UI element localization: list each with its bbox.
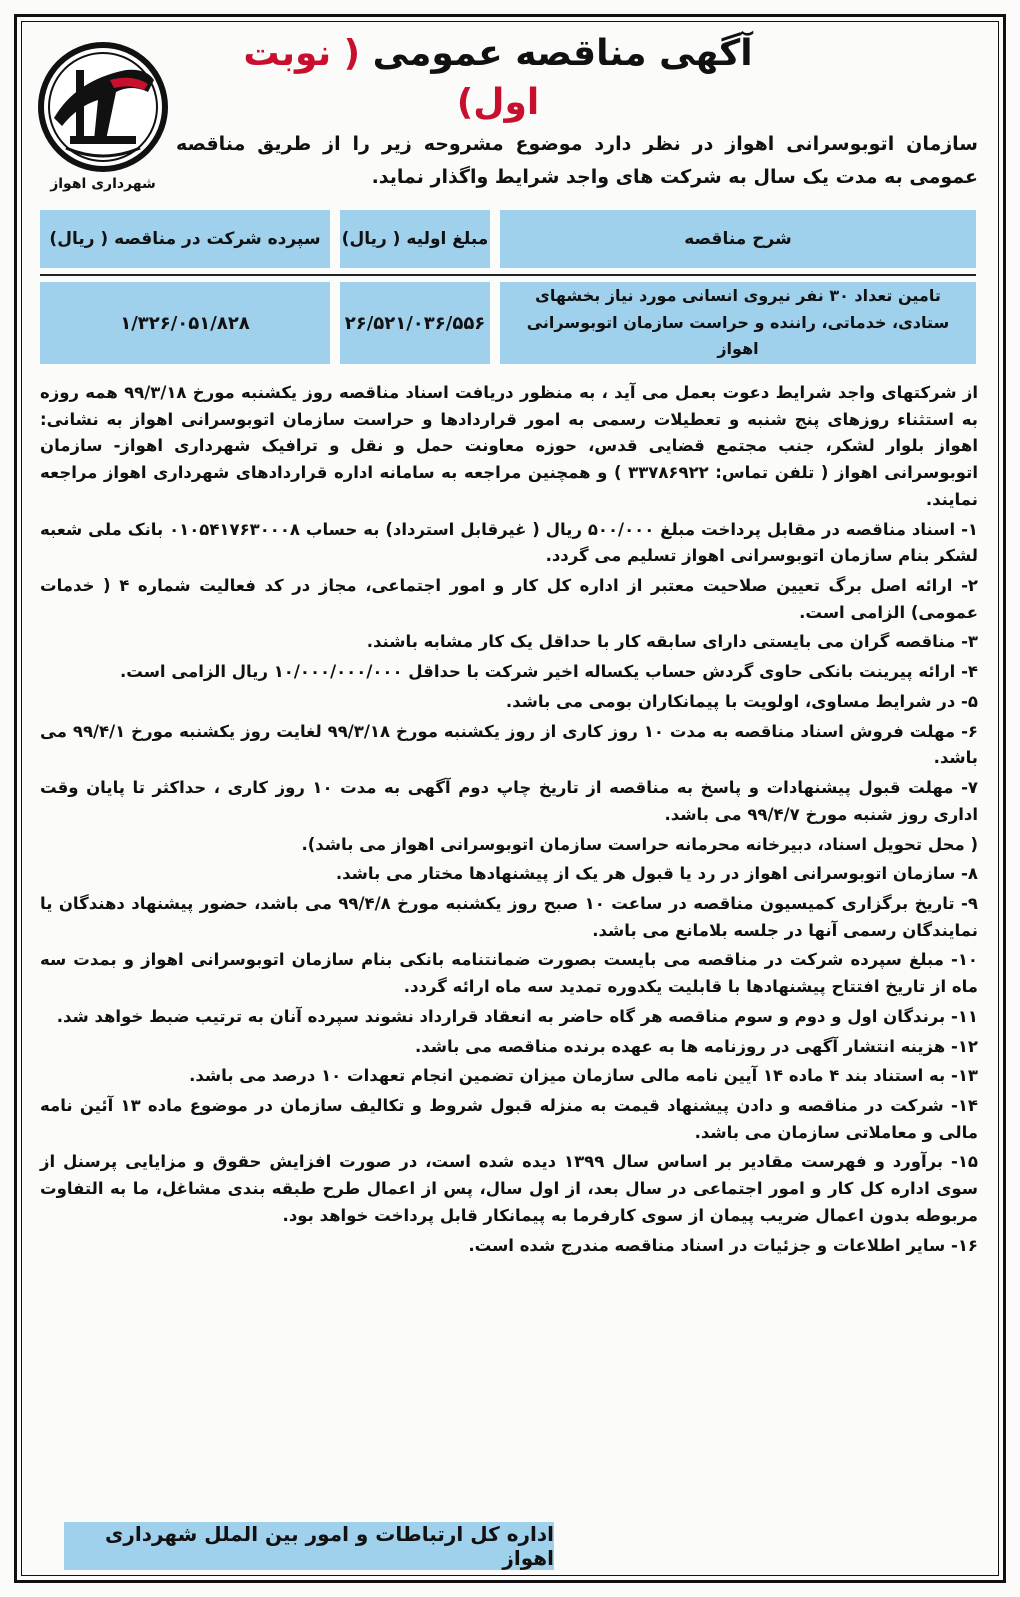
term-item: ۱۰- مبلغ سپرده شرکت در مناقصه می بایست بصورت ضمانتنامه بانکی بنام سازمان اتوبوسرانی اهواز و بمدت سه ماه از تاریخ افتتاح پیشنهادها با قابلیت یکدوره تمدید سه ماه ارائه گردد.: [40, 950, 978, 997]
term-item: ۸- سازمان اتوبوسرانی اهواز در رد یا قبول هر یک از پیشنهادها مختار می باشد.: [335, 864, 978, 884]
term-item: ۱۶- سایر اطلاعات و جزئیات در اسناد مناقصه مندرج شده است.: [468, 1235, 978, 1255]
cell-description: تامین تعداد ۳۰ نفر نیروی انسانی مورد نیاز بخشهای ستادی، خدماتی، راننده و حراست سازمان اتوبوسرانی اهواز: [500, 282, 976, 364]
invitation-paragraph: از شرکتهای واجد شرایط دعوت بعمل می آید ، به منظور دریافت اسناد مناقصه روز یکشنبه مورخ ۹۹/۳/۱۸ همه روزه به استثناء روزهای پنج شنبه و تعطیلات رسمی به امور قراردادها و حراست سازمان اتوبوسرانی اهواز به نشانی: اهواز بلوار لشکر، جنب مجتمع قضایی قدس، حوزه معاونت حمل و نقل و ترافیک شهرداری اهواز- سازمان اتوبوسرانی اهواز ( تلفن تماس: ۳۳۷۸۶۹۲۲ ) و همچنین مراجعه به سامانه اداره قراردادهای شهرداری اهواز مراجعه نمایند.: [40, 383, 978, 509]
term-item: ۱۳- به استناد بند ۴ ماده ۱۴ آیین نامه مالی سازمان میزان تضمین انجام تعهدات ۱۰ درصد می باشد.: [189, 1066, 978, 1086]
term-item: ۱- اسناد مناقصه در مقابل پرداخت مبلغ ۵۰۰/۰۰۰ ریال ( غیرقابل استرداد) به حساب ۰۱۰۵۴۱۷۶۳۰۰۰۸ بانک ملی شعبه لشکر بنام سازمان اتوبوسرانی اهواز تسلیم می گردد.: [40, 519, 978, 566]
ahvaz-municipality-emblem-icon: [36, 40, 170, 174]
term-item: ۳- مناقصه گران می بایستی دارای سابقه کار با حداقل یک کار مشابه باشند.: [366, 632, 978, 652]
term-item: ۷- مهلت قبول پیشنهادات و پاسخ به مناقصه از تاریخ چاپ دوم آگهی به مدت ۱۰ روز کاری ، حداکثر تا پایان وقت اداری روز شنبه مورخ ۹۹/۴/۷ می باشد.: [40, 778, 978, 824]
term-item: ۴- ارائه پیرینت بانکی حاوی گردش حساب یکساله اخیر شرکت با حداقل ۱۰/۰۰۰/۰۰۰/۰۰۰ ریال الزامی است.: [119, 662, 978, 682]
footer-publisher: اداره کل ارتباطات و امور بین الملل شهرداری اهواز: [64, 1522, 554, 1570]
term-item: ۲- ارائه اصل برگ تعیین صلاحیت معتبر از اداره کل کار و امور اجتماعی، مجاز در کد فعالیت شماره ۴ ( خدمات عمومی) الزامی است.: [40, 576, 978, 622]
terms-section: [40, 380, 978, 1262]
municipality-logo: [36, 40, 170, 200]
ad-title: [200, 30, 796, 127]
term-item: ۶- مهلت فروش اسناد مناقصه به مدت ۱۰ روز کاری از روز یکشنبه مورخ ۹۹/۳/۱۸ لغایت روز یکشنبه مورخ ۹۹/۴/۱ می باشد.: [40, 721, 978, 768]
table-divider: [40, 274, 976, 276]
logo-caption: شهرداری اهواز: [50, 176, 156, 192]
term-item: ۱۴- شرکت در مناقصه و دادن پیشنهاد قیمت به منزله قبول شروط و تکالیف سازمان در موضوع ماده ۱۳ آئین نامه مالی و معاملاتی سازمان می باشد.: [40, 1095, 979, 1142]
intro-paragraph: سازمان اتوبوسرانی اهواز در نظر دارد موضوع مشروحه زیر را از طریق مناقصه عمومی به مدت یک سال به شرکت های واجد شرایط واگذار نماید.: [176, 133, 978, 189]
header-deposit: سپرده شرکت در مناقصه ( ریال): [40, 210, 330, 268]
term-item: ۵- در شرایط مساوی، اولویت با پیمانکاران بومی می باشد.: [505, 691, 978, 711]
title-round: ( نوبت اول): [243, 33, 540, 123]
title-main: آگهی مناقصه عمومی: [372, 33, 753, 74]
header-initial-amount: مبلغ اولیه ( ریال): [340, 210, 490, 268]
cell-deposit: ۱/۳۲۶/۰۵۱/۸۲۸: [40, 282, 330, 364]
term-item: ۱۲- هزینه انتشار آگهی در روزنامه ها به عهده برنده مناقصه می باشد.: [414, 1036, 978, 1056]
cell-initial-amount: ۲۶/۵۲۱/۰۳۶/۵۵۶: [340, 282, 490, 364]
term-item: ۹- تاریخ برگزاری کمیسیون مناقصه در ساعت ۱۰ صبح روز یکشنبه مورخ ۹۹/۴/۸ می باشد، حضور پیشنهاد دهندگان یا نمایندگان رسمی آنها در جلسه بلامانع می باشد.: [40, 893, 978, 940]
term-item: ۱۱- برندگان اول و دوم و سوم مناقصه هر گاه حاضر به انعقاد قرارداد نشوند سپرده آنان به ترتیب ضبط خواهد شد.: [56, 1006, 978, 1026]
header-description: شرح مناقصه: [500, 210, 976, 268]
term-item: ۱۵- برآورد و فهرست مقادیر بر اساس سال ۱۳۹۹ دیده شده است، در صورت افزایش حقوق و مزایایی پرسنل از سوی اداره کل کار و امور اجتماعی در سال بعد، از اول سال، پس از اعمال طرح طبقه بندی مشاغل، ما به التفاوت مربوطه بدون اعمال ضریب پیمان از سوی کارفرما به پیمانکار قابل پرداخت خواهد بود.: [40, 1152, 979, 1225]
tender-table: [40, 210, 976, 364]
term-note: ( محل تحویل اسناد، دبیرخانه محرمانه حراست سازمان اتوبوسرانی اهواز می باشد).: [301, 834, 978, 854]
